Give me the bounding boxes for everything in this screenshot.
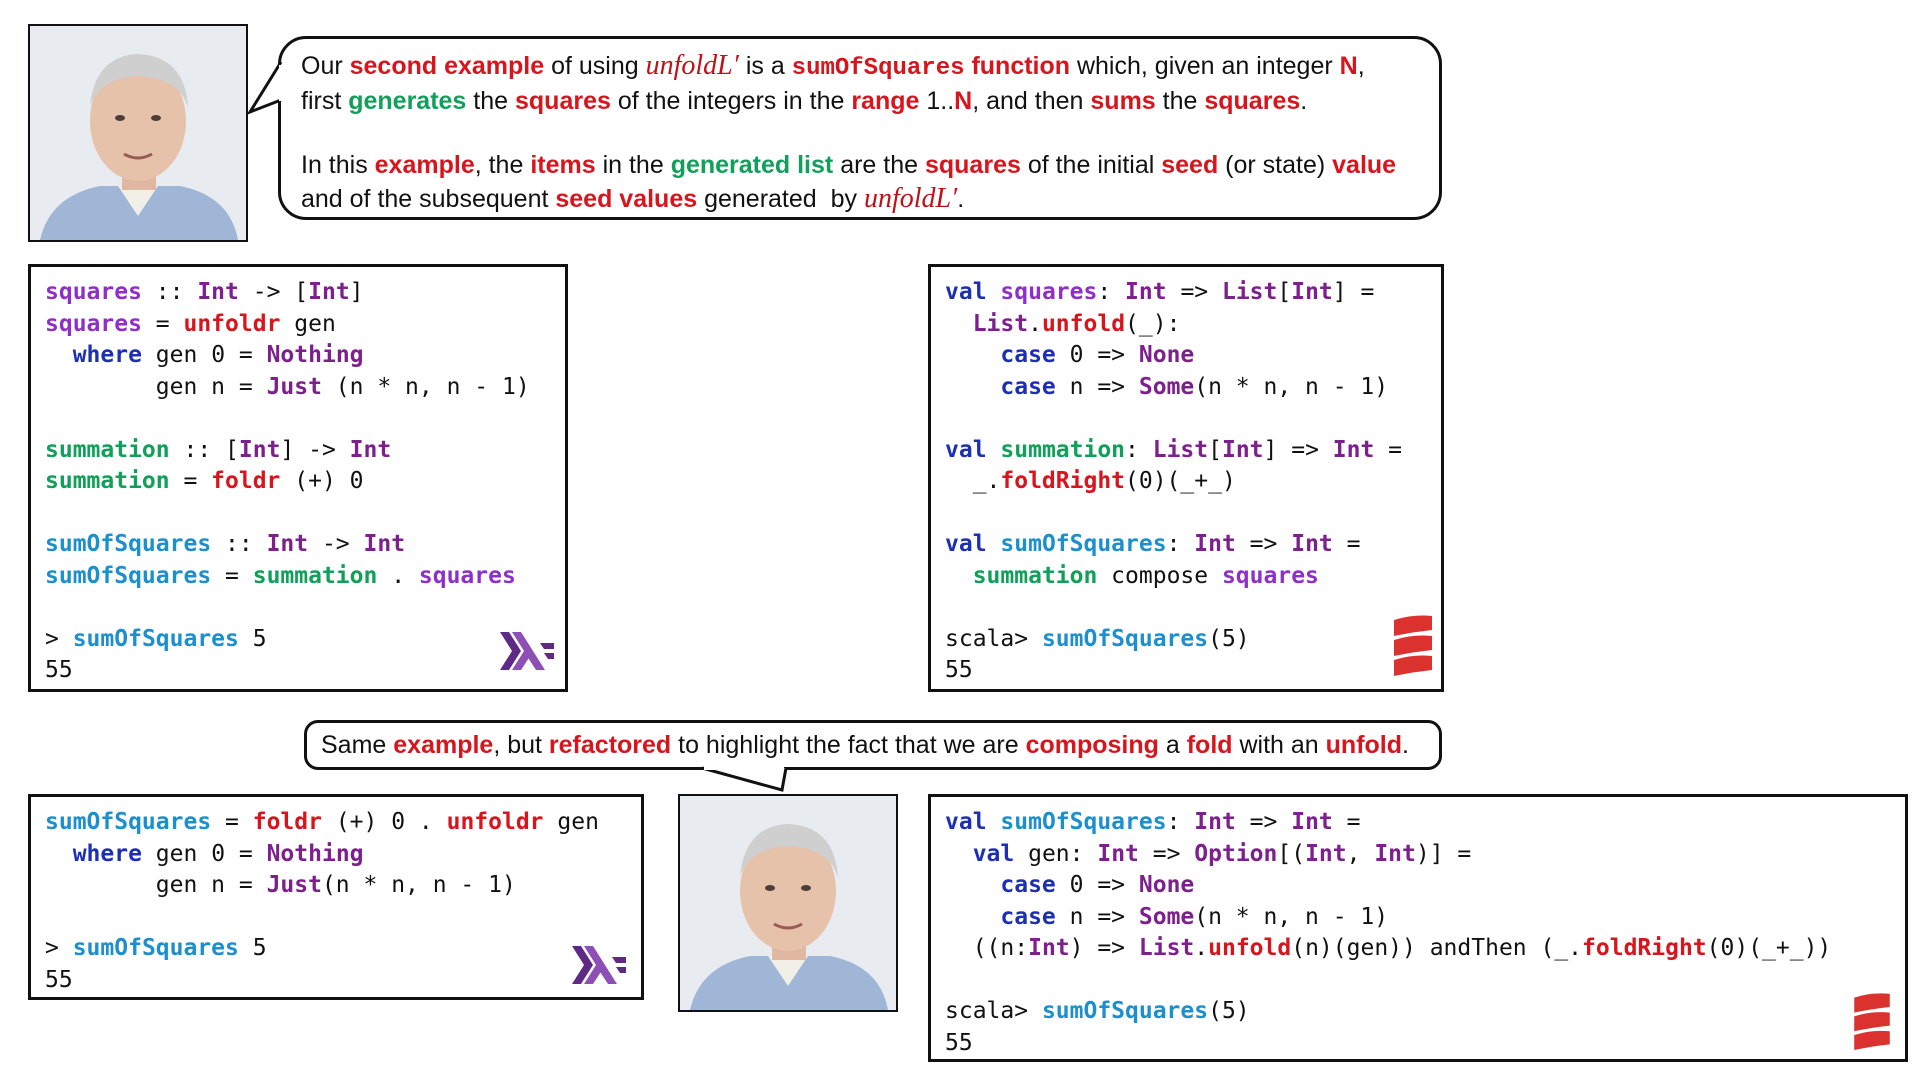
code-line [945,561,1427,593]
prose-run: 1.. [919,87,955,115]
code-token: 5 [238,625,267,652]
prose-run: the [1155,87,1205,115]
code-token: Int [1097,840,1139,867]
code-token: ) => [1069,935,1139,961]
code-token: sumOfSquares [45,531,212,557]
code-token: case [1000,903,1056,930]
code-token: squares [418,562,516,589]
code-line [945,309,1427,341]
code-token: :: [141,279,198,305]
prose-run: items [530,151,596,179]
code-line [45,902,627,934]
code-token: (n)(gen)) andThen (_. [1291,935,1583,961]
code-token: sumOfSquares [72,935,239,961]
code-token: _. [945,468,1001,494]
speech-bubble-tail-middle [700,764,790,794]
prose-run: in the [595,151,671,179]
code-token: gen 0 = [141,840,267,867]
prose-run: the [466,87,515,115]
scala-logo-icon-bottom [1852,992,1892,1050]
code-token: Int [1125,279,1167,305]
code-token: 0 => [1055,342,1139,368]
code-token: squares [1221,562,1319,589]
code-token: sumOfSquares [72,625,239,652]
code-token: summation [45,436,170,463]
speech-bubble-top [278,36,1442,220]
prose-run: sumOfSquares [791,55,965,82]
prose-run: . [1402,731,1409,759]
code-token [945,311,973,337]
code-line [45,403,551,435]
code-line [945,340,1427,372]
prose-run: of the initial [1020,151,1162,179]
code-token [945,374,1000,400]
prose-run: of using [544,52,646,80]
code-token: = [1332,531,1361,557]
code-line [945,1028,1891,1060]
presenter-photo-image-2 [680,796,896,1010]
code-line [45,870,627,902]
code-token: = [1332,809,1361,835]
prose-run: of the integers in the [610,87,852,115]
prose-run: . [957,185,965,213]
code-token: 5 [238,935,267,961]
code-token: => [1235,531,1292,557]
code-line [945,498,1427,530]
code-token: 55 [945,1029,973,1056]
code-token: sumOfSquares [1000,809,1167,835]
code-token: Some [1138,373,1195,400]
code-line [45,807,627,839]
code-token: [ [1208,436,1222,463]
code-token: (n * n, n - 1) [321,373,530,400]
code-token: foldr [211,468,281,494]
prose-run: are the [833,151,925,179]
scala-logo-icon [1392,614,1434,676]
code-token: None [1138,342,1195,368]
prose-run: In this [301,151,375,179]
code-token: val [972,840,1015,867]
code-token: = [141,310,184,337]
code-line [945,655,1427,687]
prose-run: unfoldL′ [645,50,739,81]
code-token: summation [45,468,170,494]
code-line [945,466,1427,498]
prose-run: which, given an integer [1070,52,1340,80]
code-token [987,531,1001,557]
code-line [45,933,627,965]
prose-run: , the [474,151,531,179]
code-token: , [1346,840,1375,867]
code-token [45,841,73,867]
code-token: (n * n, n - 1) [321,872,516,898]
code-token: = [211,562,253,589]
prose-run: refactored [548,731,672,759]
code-line [945,592,1427,624]
code-token: unfold [1208,935,1292,961]
prose-run: . [1300,87,1308,115]
prose-run: second example [349,52,545,80]
code-token [987,437,1001,463]
code-token: Int [1221,436,1264,463]
prose-run: N [1339,52,1358,80]
code-token: Int [1194,809,1236,835]
code-token: => [1235,809,1292,835]
code-token: Int [197,279,239,305]
haskell-code-box-top [28,264,568,692]
code-token: sumOfSquares [45,809,212,835]
code-line [945,624,1427,656]
code-token: 0 => [1055,872,1139,898]
code-token: : [1166,531,1195,557]
code-token: . [1028,310,1042,337]
code-token: (_): [1125,310,1181,337]
code-token: = [211,809,253,835]
code-token: (5) [1208,998,1250,1024]
bubble-paragraph-2 [301,149,1431,216]
code-token: 55 [945,657,973,683]
code-line [945,435,1427,467]
presenter-photo-bottom [678,794,898,1012]
code-token: Option [1194,840,1278,867]
prose-run: and of the subsequent [301,185,549,213]
code-line [945,965,1891,997]
code-token [945,841,973,867]
code-token [945,872,1000,898]
prose-run: squares [924,151,1021,179]
code-token: [ [1277,279,1292,305]
code-token: val [945,809,987,835]
scala-code-box-top [928,264,1444,692]
code-line [945,529,1427,561]
prose-run: example [393,731,494,759]
code-token: Nothing [266,342,364,368]
prose-run: generated list [670,151,834,179]
code-token: :: [211,531,267,557]
presenter-photo-top [28,24,248,242]
prose-run: is a [738,52,792,80]
code-token: Just [266,373,322,400]
code-token: val [945,279,987,305]
code-token: -> [ [238,279,309,305]
code-token: None [1138,872,1195,898]
code-line [45,372,551,404]
code-token: List [1152,436,1209,463]
code-token: Int [238,436,281,463]
code-token: scala> [945,625,1042,652]
code-token: where [72,342,142,368]
code-token: [( [1277,840,1306,867]
code-token [945,904,1000,930]
code-token: unfoldr [183,310,281,337]
scala-code-box-bottom [928,794,1908,1062]
haskell-logo-icon [500,632,554,670]
code-line [45,561,551,593]
code-token: compose [1097,562,1222,589]
code-token: Int [1291,531,1333,557]
speech-bubble-middle [304,720,1442,770]
code-line [945,403,1427,435]
code-token: summation [972,562,1098,589]
code-token: Nothing [266,840,364,867]
code-token: summation [252,562,378,589]
prose-run: example [374,151,475,179]
prose-run: Our [301,52,350,80]
code-token: Int [1374,840,1416,867]
code-token: ] -> [280,436,350,463]
code-token: ] [349,279,364,305]
code-line [45,592,551,624]
code-line [45,277,551,309]
code-token: foldRight [1582,935,1707,961]
code-token: (+) 0 [280,468,364,494]
code-line [45,965,627,997]
code-token: sumOfSquares [45,562,212,589]
code-token: : [1166,809,1195,835]
code-token: gen: [1014,840,1098,867]
code-token: sumOfSquares [1041,625,1209,652]
code-token: => [1138,840,1195,867]
code-token: gen 0 = [141,342,267,368]
prose-run: function [964,52,1071,80]
code-line [945,933,1891,965]
code-token: ] = [1332,279,1375,305]
code-token: 55 [45,966,73,993]
prose-run: Same [321,731,394,759]
code-token: (0)(_+_)) [1706,935,1832,961]
code-line [945,996,1891,1028]
code-token: (+) 0 . [321,809,447,835]
code-token: :: [ [169,436,239,463]
code-token: = [1374,436,1403,463]
code-line [45,466,551,498]
code-token: > [45,625,73,652]
code-line [945,870,1891,902]
code-line [945,902,1891,934]
code-token: n => [1055,373,1139,400]
prose-run: composing [1025,731,1159,759]
code-line [45,529,551,561]
prose-run: a [1158,731,1187,759]
code-token: Int [1305,840,1347,867]
code-line [45,655,551,687]
prose-run: to highlight the fact that we are [671,731,1026,759]
code-token: )] = [1415,840,1472,867]
prose-run: squares [1204,87,1301,115]
code-token: squares [45,310,142,337]
presenter-photo-image [30,26,246,240]
code-token [945,563,973,589]
prose-run: generates [348,87,467,115]
code-token: Int [1291,809,1333,835]
code-token: Just [266,872,322,898]
code-line [945,807,1891,839]
code-token: squares [45,279,142,305]
prose-run: , but [493,731,549,759]
prose-run: generated by [697,185,864,213]
code-token [987,809,1001,835]
prose-run: , [1357,52,1365,80]
prose-run: sums [1090,87,1156,115]
prose-run: value [1332,151,1397,179]
prose-run: N [954,87,973,115]
prose-run: (or state) [1218,151,1333,179]
code-token [987,279,1001,305]
code-token: Int [349,436,392,463]
code-token [45,342,73,368]
prose-run: with an [1232,731,1326,759]
code-line [945,372,1427,404]
code-token: = [169,468,212,494]
code-token: -> [308,531,364,557]
code-token: sumOfSquares [1000,531,1167,557]
code-token: Int [1291,279,1333,305]
code-line [45,435,551,467]
code-token: 55 [45,657,73,683]
code-token: (5) [1208,625,1250,652]
speech-bubble-tail-top [248,60,288,126]
code-token: . [1194,935,1209,961]
code-line [45,839,627,871]
prose-run: , and then [972,87,1091,115]
code-token: List [972,310,1029,337]
code-token: val [945,531,987,557]
haskell-logo-icon-bottom [572,946,626,984]
code-token: ((n: [945,935,1029,961]
code-token: case [1000,872,1056,898]
code-token: (n * n, n - 1) [1194,903,1389,930]
bubble-paragraph-1 [301,49,1431,118]
code-token: gen n = [45,872,267,898]
code-token: Int [1028,935,1070,961]
code-line [45,624,551,656]
prose-run: range [851,87,920,115]
code-token: unfoldr [446,809,544,835]
code-line [45,498,551,530]
haskell-code-box-bottom [28,794,644,1000]
code-token [945,342,1000,368]
prose-run: unfold [1325,731,1403,759]
code-token: Int [363,531,406,557]
code-token: gen [543,809,599,835]
code-line [945,839,1891,871]
code-token: gen [280,310,336,337]
code-token: => [1166,279,1222,305]
code-token: n => [1055,903,1139,930]
code-token: unfold [1041,310,1126,337]
code-token: (n * n, n - 1) [1194,373,1389,400]
code-token: (0)(_+_) [1125,468,1236,494]
code-token: sumOfSquares [1041,998,1209,1024]
code-token: case [1000,342,1056,368]
code-token: List [1221,279,1278,305]
code-token: foldRight [1000,468,1126,494]
prose-run: squares [515,87,611,115]
code-token: Int [266,531,309,557]
code-token: scala> [945,998,1042,1024]
code-token: : [1125,436,1153,463]
prose-run: unfoldL′ [863,183,958,214]
code-line [945,277,1427,309]
code-token: Int [308,279,350,305]
prose-run: seed [1161,151,1219,179]
prose-run: first [301,87,342,115]
code-token: List [1138,935,1195,961]
code-token: Int [1332,436,1375,463]
code-token: foldr [252,809,322,835]
code-token: > [45,935,73,961]
code-token: summation [1000,436,1126,463]
prose-run: fold [1186,731,1233,759]
code-token: val [945,436,987,463]
code-line [45,340,551,372]
code-token: case [1000,373,1056,400]
code-token: Int [1194,531,1236,557]
code-token: gen n = [45,373,267,400]
prose-run: seed values [555,185,698,213]
code-token: ] => [1263,436,1333,463]
code-line [45,309,551,341]
code-token: . [377,562,419,589]
bubble-middle-text [321,729,1409,762]
code-token: : [1097,279,1126,305]
code-token: squares [1000,279,1098,305]
code-token: Some [1138,903,1195,930]
code-token: where [72,840,142,867]
